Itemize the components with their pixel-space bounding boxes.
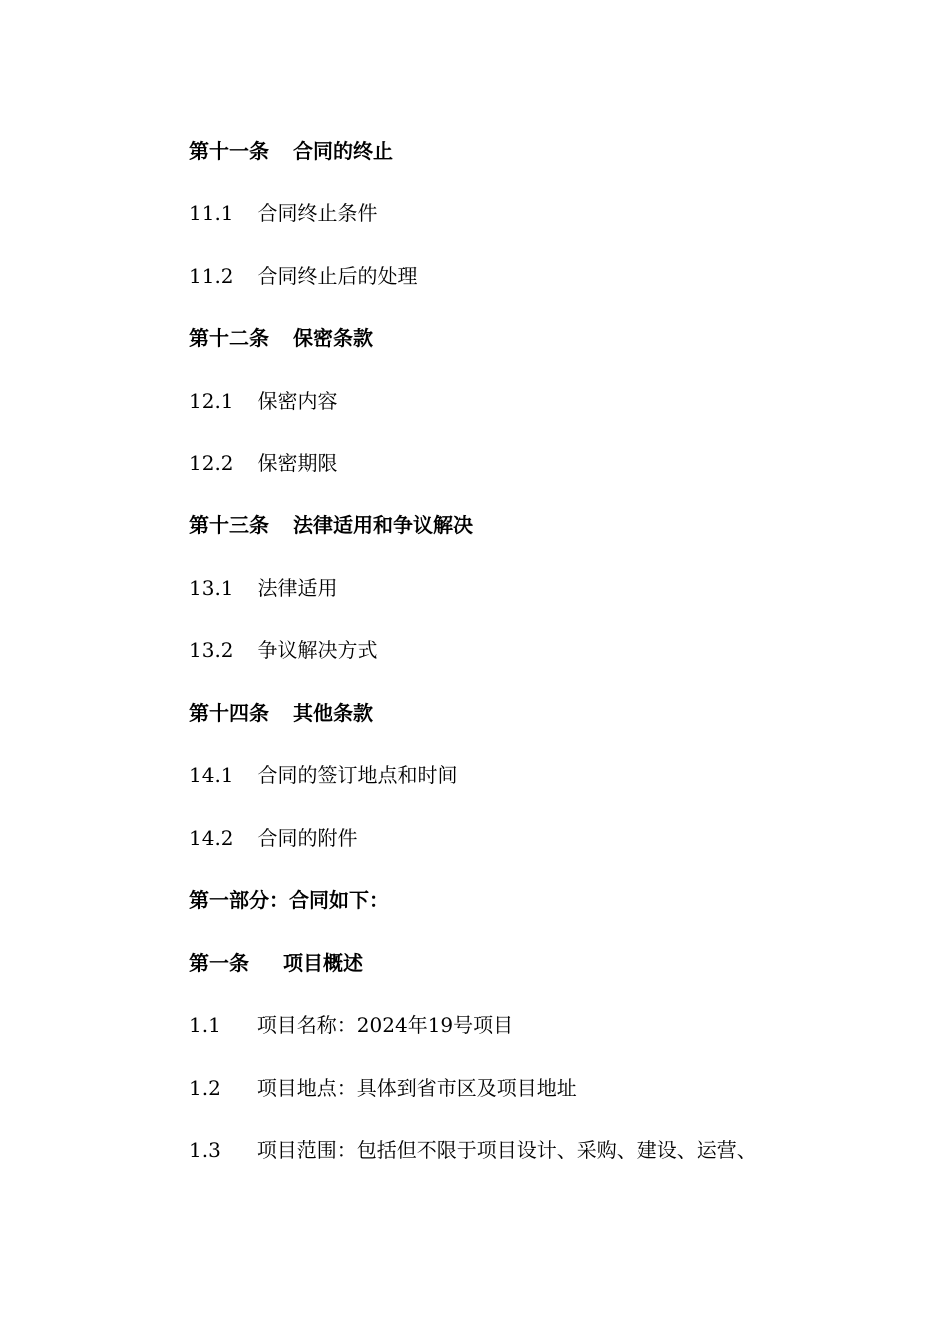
part-one-heading: 第一部分：合同如下：	[189, 888, 389, 912]
clause-13-1-number: 13.1	[189, 576, 234, 600]
clause-12-2	[189, 451, 338, 475]
article-11-title: 合同的终止	[293, 139, 393, 163]
clause-11-1-text: 合同终止条件	[257, 201, 378, 225]
clause-11-2-number: 11.2	[189, 264, 234, 288]
clause-11-2	[189, 264, 418, 288]
article-12-heading	[189, 326, 373, 350]
clause-14-2-text: 合同的附件	[257, 826, 358, 850]
clause-12-1-number: 12.1	[189, 389, 234, 413]
clause-1-1	[189, 1013, 513, 1037]
article-13-heading	[189, 513, 473, 537]
clause-13-2-text: 争议解决方式	[257, 638, 378, 662]
clause-12-1-text: 保密内容	[257, 389, 338, 413]
clause-1-1-text: 项目名称：2024年19号项目	[256, 1013, 514, 1037]
clause-11-2-text: 合同终止后的处理	[257, 264, 418, 288]
article-13-title: 法律适用和争议解决	[293, 513, 473, 537]
clause-1-1-number: 1.1	[189, 1013, 221, 1037]
clause-11-1-number: 11.1	[189, 201, 234, 225]
clause-14-1-text: 合同的签订地点和时间	[257, 763, 458, 787]
clause-1-2-number: 1.2	[189, 1076, 221, 1100]
clause-1-3-text: 项目范围：包括但不限于项目设计、采购、建设、运营、	[256, 1138, 757, 1162]
clause-14-1-number: 14.1	[189, 763, 234, 787]
clause-1-3	[189, 1138, 757, 1162]
clause-12-2-text: 保密期限	[257, 451, 338, 475]
article-14-number: 第十四条	[189, 701, 269, 725]
clause-13-1-text: 法律适用	[257, 576, 338, 600]
clause-14-2	[189, 826, 358, 850]
clause-1-2	[189, 1076, 577, 1100]
article-13-number: 第十三条	[189, 513, 269, 537]
clause-13-2	[189, 638, 378, 662]
clause-13-2-number: 13.2	[189, 638, 234, 662]
clause-1-3-number: 1.3	[189, 1138, 221, 1162]
clause-12-1	[189, 389, 338, 413]
article-14-heading	[189, 701, 373, 725]
article-1-title: 项目概述	[283, 951, 363, 975]
article-1-heading	[189, 951, 363, 975]
clause-11-1	[189, 201, 378, 225]
article-11-heading	[189, 139, 393, 163]
clause-1-2-text: 项目地点：具体到省市区及项目地址	[256, 1076, 577, 1100]
clause-14-2-number: 14.2	[189, 826, 234, 850]
clause-13-1	[189, 576, 338, 600]
article-11-number: 第十一条	[189, 139, 269, 163]
article-12-number: 第十二条	[189, 326, 269, 350]
clause-14-1	[189, 763, 458, 787]
clause-12-2-number: 12.2	[189, 451, 234, 475]
article-14-title: 其他条款	[293, 701, 373, 725]
article-12-title: 保密条款	[293, 326, 373, 350]
article-1-number: 第一条	[189, 951, 249, 975]
